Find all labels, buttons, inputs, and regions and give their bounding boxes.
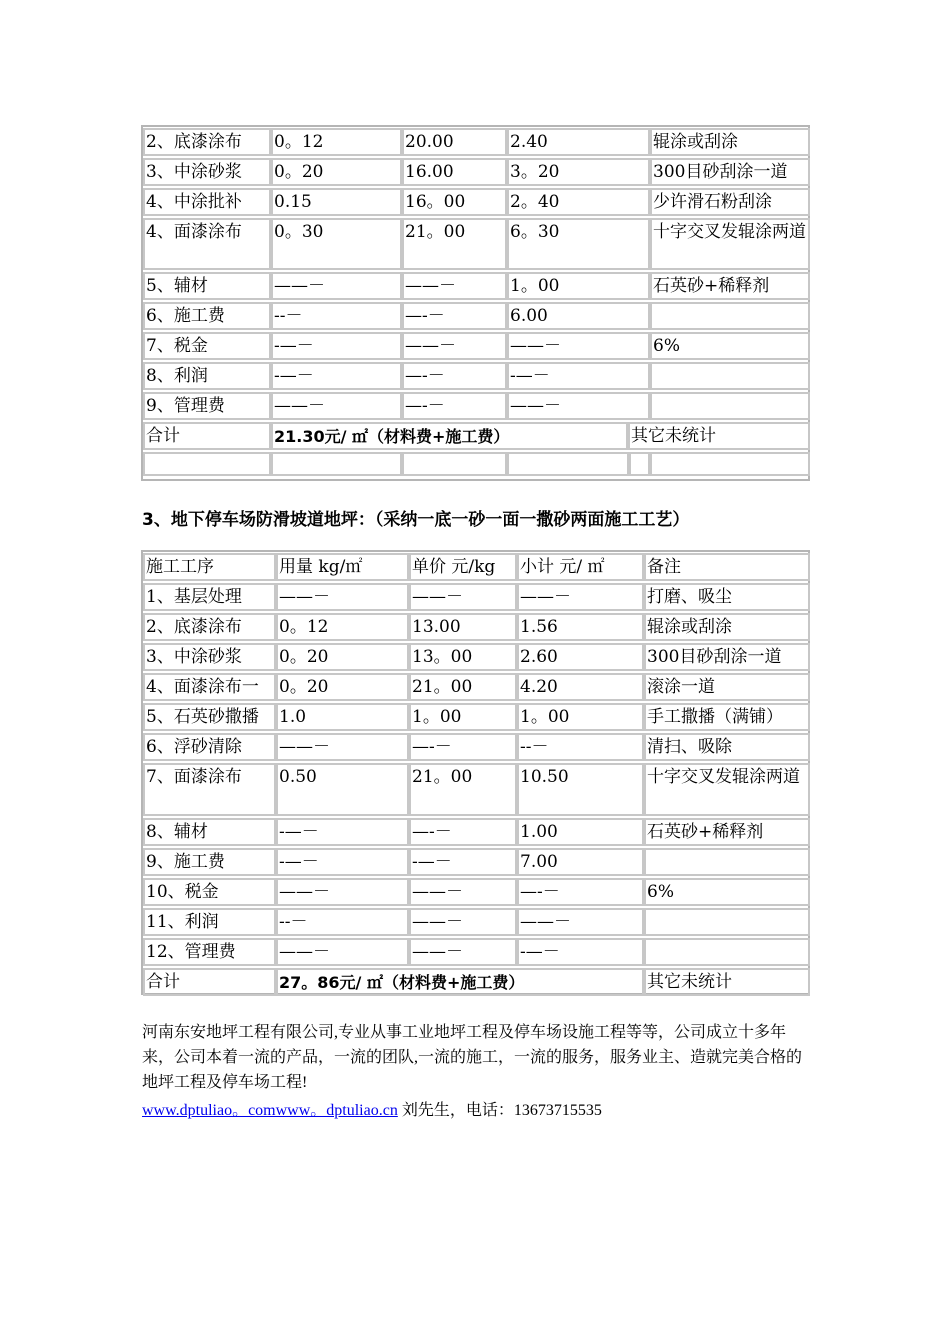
amount-cell: -—－ (276, 848, 409, 876)
subtotal-cell: 4.20 (517, 673, 644, 701)
subtotal-cell: 1。00 (517, 703, 644, 731)
table-row (143, 127, 808, 157)
total-label-cell: 合计 (143, 422, 271, 450)
subtotal-cell: ——－ (517, 583, 644, 611)
note-cell: 十字交叉发辊涂两道 (644, 763, 810, 816)
empty-cell (271, 452, 402, 476)
header-cell: 用量 kg/㎡ (276, 553, 409, 581)
table-row (143, 582, 808, 612)
table-row (143, 762, 808, 817)
table-row (143, 301, 808, 331)
contact-line (142, 1097, 602, 1120)
table-row (143, 702, 808, 732)
price-cell: —-－ (409, 733, 517, 761)
table-row (143, 271, 808, 301)
note-cell: 少许滑石粉刮涂 (650, 188, 810, 216)
process-cell: 9、施工费 (143, 848, 276, 876)
header-cell: 施工工序 (143, 553, 276, 581)
table-row (143, 967, 808, 997)
table-row (143, 907, 808, 937)
process-cell: 4、面漆涂布 (143, 218, 271, 270)
amount-cell: ——－ (276, 583, 409, 611)
note-cell (650, 392, 810, 420)
amount-cell: 0.50 (276, 763, 409, 816)
price-cell: —-－ (402, 392, 507, 420)
amount-cell: -—－ (276, 818, 409, 846)
table-row (143, 187, 808, 217)
note-cell (644, 938, 810, 966)
table-row (143, 217, 808, 271)
subtotal-cell: --－ (517, 733, 644, 761)
price-cell: —-－ (402, 302, 507, 330)
table-row (143, 847, 808, 877)
amount-cell: ——－ (271, 392, 402, 420)
price-cell: 21。00 (409, 763, 517, 816)
header-cell: 备注 (644, 553, 810, 581)
amount-cell: ——－ (276, 938, 409, 966)
amount-cell: 0。30 (271, 218, 402, 270)
process-cell: 4、中涂批补 (143, 188, 271, 216)
note-cell: 辊涂或刮涂 (644, 613, 810, 641)
header-cell: 小计 元/ ㎡ (517, 553, 644, 581)
subtotal-cell: —-－ (517, 878, 644, 906)
website-link[interactable]: www.dptuliao。comwww。dptuliao.cn (142, 1102, 398, 1119)
process-cell: 7、面漆涂布 (143, 763, 276, 816)
subtotal-cell: 6.00 (507, 302, 650, 330)
table-row (143, 361, 808, 391)
process-cell: 4、面漆涂布一 (143, 673, 276, 701)
note-cell (644, 908, 810, 936)
note-cell: 6% (644, 878, 810, 906)
price-cell: —-－ (409, 818, 517, 846)
empty-cell (402, 452, 507, 476)
amount-cell: 1.0 (276, 703, 409, 731)
note-cell (650, 302, 810, 330)
contact-info: 刘先生，电话：13673715535 (397, 1102, 602, 1119)
amount-cell: 0。20 (276, 673, 409, 701)
process-cell: 6、浮砂清除 (143, 733, 276, 761)
note-cell: 手工撒播（满铺） (644, 703, 810, 731)
process-cell: 11、利润 (143, 908, 276, 936)
note-cell: 清扫、吸除 (644, 733, 810, 761)
table-row (143, 672, 808, 702)
table-row (143, 421, 808, 451)
subtotal-cell: -—－ (507, 362, 650, 390)
process-cell: 2、底漆涂布 (143, 128, 271, 156)
amount-cell: -—－ (271, 362, 402, 390)
table-row (143, 877, 808, 907)
subtotal-cell: ——－ (517, 908, 644, 936)
table-row (143, 552, 808, 582)
process-cell: 3、中涂砂浆 (143, 158, 271, 186)
subtotal-cell: 10.50 (517, 763, 644, 816)
price-cell: -—－ (409, 848, 517, 876)
note-cell: 6% (650, 332, 810, 360)
note-cell (650, 362, 810, 390)
section-heading: 3、地下停车场防滑坡道地坪：（采纳一底一砂一面一撒砂两面施工工艺） (142, 510, 690, 530)
price-cell: 13。00 (409, 643, 517, 671)
table-row (143, 391, 808, 421)
table-row (143, 612, 808, 642)
price-cell: —-－ (402, 362, 507, 390)
price-cell: 20.00 (402, 128, 507, 156)
amount-cell: 0。12 (271, 128, 402, 156)
total-label-cell: 合计 (143, 968, 276, 996)
price-cell: 21。00 (402, 218, 507, 270)
note-cell (644, 848, 810, 876)
note-cell: 300目砂刮涂一道 (644, 643, 810, 671)
table-row (143, 642, 808, 672)
subtotal-cell: 7.00 (517, 848, 644, 876)
subtotal-cell: ——－ (507, 332, 650, 360)
process-cell: 5、辅材 (143, 272, 271, 300)
amount-cell: ——－ (276, 733, 409, 761)
subtotal-cell: 2.40 (507, 128, 650, 156)
process-cell: 2、底漆涂布 (143, 613, 276, 641)
price-cell: 1。00 (409, 703, 517, 731)
note-cell: 滚涂一道 (644, 673, 810, 701)
table-row (143, 157, 808, 187)
process-cell: 7、税金 (143, 332, 271, 360)
amount-cell: --－ (271, 302, 402, 330)
company-description: 河南东安地坪工程有限公司,专业从事工业地坪工程及停车场设施工程等等，公司成立十多年来，公司本着一流的产品，一流的团队,一流的施工，一流的服务，服务业主、造就完美合格的地坪工程及停车场工程! (142, 1024, 803, 1091)
subtotal-cell: ——－ (507, 392, 650, 420)
subtotal-cell: 2.60 (517, 643, 644, 671)
total-note-cell: 其它未统计 (644, 968, 810, 996)
total-note-cell: 其它未统计 (628, 422, 810, 450)
table-row (143, 451, 808, 477)
price-cell: ——－ (409, 583, 517, 611)
note-cell: 300目砂刮涂一道 (650, 158, 810, 186)
price-cell: 13.00 (409, 613, 517, 641)
table-row (143, 937, 808, 967)
amount-cell: ——－ (271, 272, 402, 300)
table-row (143, 331, 808, 361)
note-cell: 石英砂+稀释剂 (650, 272, 810, 300)
subtotal-cell: 3。20 (507, 158, 650, 186)
process-cell: 5、石英砂撒播 (143, 703, 276, 731)
process-cell: 8、辅材 (143, 818, 276, 846)
amount-cell: -—－ (271, 332, 402, 360)
empty-cell (143, 452, 271, 476)
cost-table-2 (141, 550, 810, 995)
process-cell: 12、管理费 (143, 938, 276, 966)
amount-cell: --－ (276, 908, 409, 936)
process-cell: 6、施工费 (143, 302, 271, 330)
table-row (143, 817, 808, 847)
process-cell: 9、管理费 (143, 392, 271, 420)
process-cell: 3、中涂砂浆 (143, 643, 276, 671)
note-cell: 石英砂+稀释剂 (644, 818, 810, 846)
process-cell: 8、利润 (143, 362, 271, 390)
amount-cell: 0。20 (276, 643, 409, 671)
process-cell: 1、基层处理 (143, 583, 276, 611)
price-cell: 16。00 (402, 188, 507, 216)
empty-cell (650, 452, 810, 476)
note-cell: 十字交叉发辊涂两道 (650, 218, 810, 270)
subtotal-cell: -—－ (517, 938, 644, 966)
amount-cell: 0。12 (276, 613, 409, 641)
price-cell: ——－ (409, 938, 517, 966)
subtotal-cell: 2。40 (507, 188, 650, 216)
header-cell: 单价 元/kg (409, 553, 517, 581)
price-cell: ——－ (402, 272, 507, 300)
process-cell: 10、税金 (143, 878, 276, 906)
note-cell: 打磨、吸尘 (644, 583, 810, 611)
amount-cell: 0。20 (271, 158, 402, 186)
amount-cell: ——－ (276, 878, 409, 906)
amount-cell: 0.15 (271, 188, 402, 216)
subtotal-cell: 1。00 (507, 272, 650, 300)
price-cell: ——－ (409, 878, 517, 906)
total-value-cell: 21.30元/ ㎡（材料费+施工费） (271, 422, 628, 450)
table-row (143, 732, 808, 762)
price-cell: 21。00 (409, 673, 517, 701)
cost-table-1 (141, 125, 810, 481)
price-cell: ——－ (402, 332, 507, 360)
total-value-cell: 27。86元/ ㎡（材料费+施工费） (276, 968, 644, 996)
subtotal-cell: 1.56 (517, 613, 644, 641)
empty-cell (507, 452, 629, 476)
note-cell: 辊涂或刮涂 (650, 128, 810, 156)
price-cell: ——－ (409, 908, 517, 936)
subtotal-cell: 1.00 (517, 818, 644, 846)
price-cell: 16.00 (402, 158, 507, 186)
subtotal-cell: 6。30 (507, 218, 650, 270)
empty-cell (629, 452, 650, 476)
